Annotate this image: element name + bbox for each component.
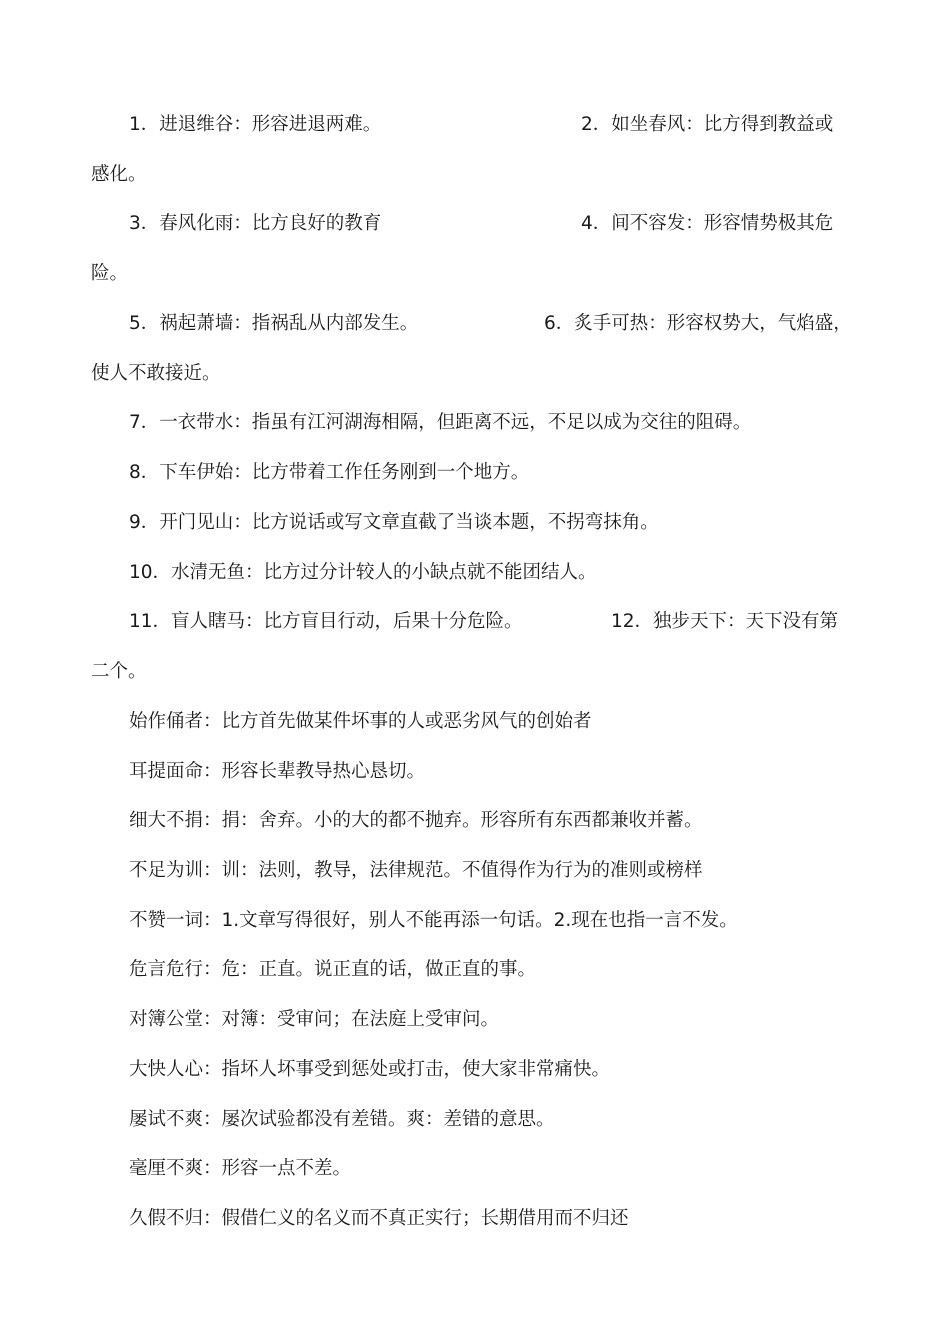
idiom-entry-7: 7．一衣带水：指虽有江河湖海相隔，但距离不远，不足以成为交往的阻碍。 <box>129 412 752 433</box>
idiom-paragraph-2: 耳提面命：形容长辈教导热心恳切。 <box>129 761 426 782</box>
idiom-paragraph-4: 不足为训：训：法则，教导，法律规范。不值得作为行为的准则或榜样 <box>129 860 703 881</box>
idiom-entry-2-continued: 感化。 <box>91 164 147 185</box>
idiom-entry-12-continued: 二个。 <box>91 661 147 682</box>
idiom-paragraph-9: 屡试不爽：屡次试验都没有差错。爽：差错的意思。 <box>129 1109 555 1130</box>
idiom-entry-1: 1．进退维谷：形容进退两难。 <box>129 114 382 135</box>
idiom-entry-12: 12．独步天下：天下没有第 <box>611 611 839 632</box>
idiom-entry-5: 5．祸起萧墙：指祸乱从内部发生。 <box>129 313 419 334</box>
idiom-entry-6-continued: 使人不敢接近。 <box>91 363 221 384</box>
idiom-paragraph-8: 大快人心：指坏人坏事受到惩处或打击，使大家非常痛快。 <box>129 1059 611 1080</box>
idiom-entry-11: 11．盲人瞎马：比方盲目行动，后果十分危险。 <box>129 611 523 632</box>
idiom-entry-9: 9．开门见山：比方说话或写文章直截了当谈本题，不拐弯抹角。 <box>129 512 659 533</box>
idiom-paragraph-3: 细大不捐：捐：舍弃。小的大的都不抛弃。形容所有东西都兼收并蓄。 <box>129 810 703 831</box>
idiom-entry-10: 10．水清无鱼：比方过分计较人的小缺点就不能团结人。 <box>129 562 597 583</box>
idiom-entry-8: 8．下车伊始：比方带着工作任务刚到一个地方。 <box>129 462 530 483</box>
idiom-entry-3: 3．春风化雨：比方良好的教育 <box>129 213 382 234</box>
idiom-entry-4-continued: 险。 <box>91 263 129 284</box>
idiom-paragraph-10: 毫厘不爽：形容一点不差。 <box>129 1158 352 1179</box>
idiom-entry-6: 6．炙手可热：形容权势大，气焰盛， <box>544 313 852 334</box>
idiom-paragraph-11: 久假不归：假借仁义的名义而不真正实行；长期借用而不归还 <box>129 1208 629 1229</box>
idiom-paragraph-6: 危言危行：危：正直。说正直的话，做正直的事。 <box>129 959 537 980</box>
idiom-paragraph-5: 不赞一词：1.文章写得很好，别人不能再添一句话。2.现在也指一言不发。 <box>129 910 738 931</box>
idiom-entry-4: 4．间不容发：形容情势极其危 <box>581 213 834 234</box>
idiom-paragraph-7: 对簿公堂：对簿：受审问；在法庭上受审问。 <box>129 1009 500 1030</box>
idiom-entry-2: 2．如坐春风：比方得到教益或 <box>581 114 834 135</box>
idiom-paragraph-1: 始作俑者：比方首先做某件坏事的人或恶劣风气的创始者 <box>129 711 592 732</box>
